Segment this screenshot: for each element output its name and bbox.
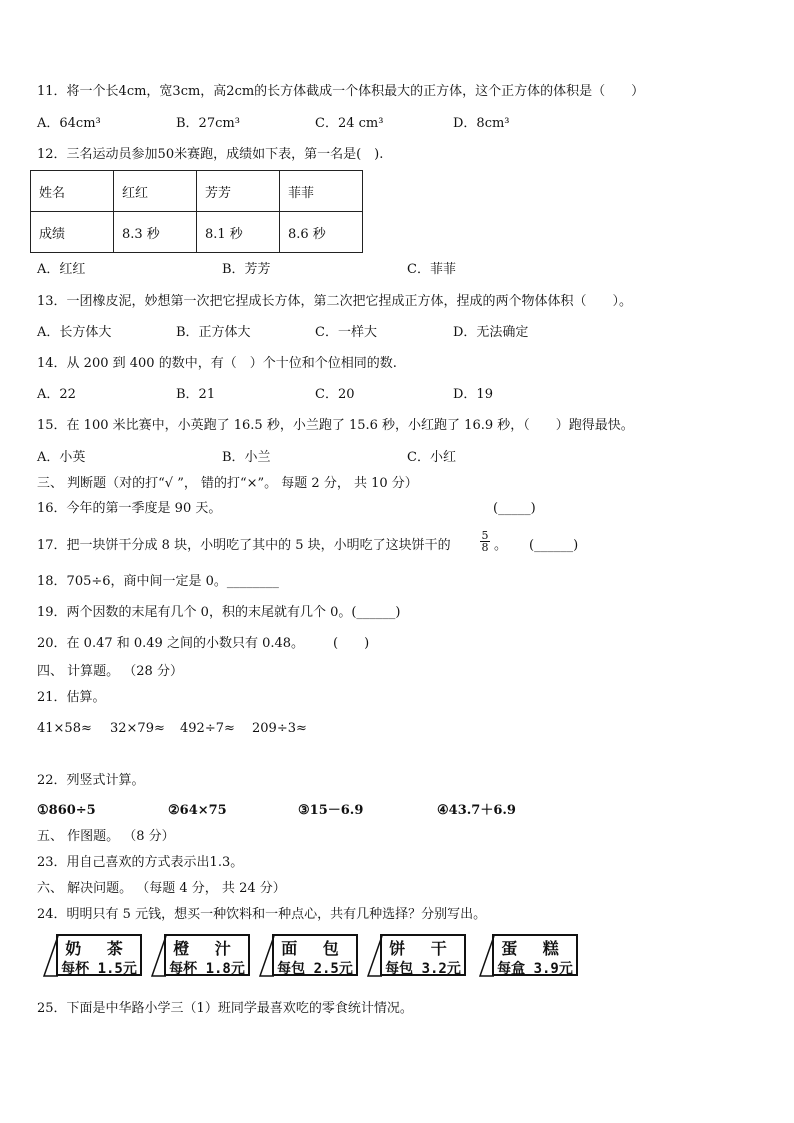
table-cell: 芳芳	[197, 171, 280, 212]
tag-item-name: 饼 干	[389, 939, 457, 958]
q14-text: 14．从 200 到 400 的数中，有（ ）个十位和个位相同的数.	[37, 356, 397, 371]
section-4-heading: 四、 计算题。 （28 分）	[37, 664, 183, 679]
q22-item: ④43.7＋6.9	[437, 803, 516, 818]
q21-item: 32×79≈	[110, 721, 165, 736]
table-cell: 8.6 秒	[280, 212, 363, 253]
q17-period: 。	[494, 538, 508, 553]
q21-item: 209÷3≈	[252, 721, 307, 736]
section-5-heading: 五、 作图题。 （8 分）	[37, 829, 175, 844]
q15-text: 15．在 100 米比赛中，小英跑了 16.5 秒，小兰跑了 15.6 秒，小红跑了 16.9 秒，（ ）跑得最快。	[37, 418, 634, 433]
q12-option-b: B．芳芳	[222, 262, 271, 277]
q12-text: 12．三名运动员参加50米赛跑，成绩如下表，第一名是( ).	[37, 147, 384, 162]
price-tag-milk-tea	[42, 934, 146, 979]
table-cell: 姓名	[31, 171, 114, 212]
q20-text: 20．在 0.47 和 0.49 之间的小数只有 0.48。	[37, 636, 305, 651]
q11-option-d: D．8cm³	[453, 116, 510, 131]
q22-text: 22．列竖式计算。	[37, 773, 145, 788]
q13-option-c: C．一样大	[315, 325, 377, 340]
q23-text: 23．用自己喜欢的方式表示出1.3。	[37, 855, 244, 870]
q16-blank: (_____)	[493, 501, 536, 516]
q11-option-a: A．64cm³	[37, 116, 101, 131]
tag-item-price: 每包 3.2元	[385, 961, 461, 977]
tag-item-price: 每杯 1.5元	[61, 961, 137, 977]
q20-blank: ( )	[333, 636, 370, 651]
tag-item-name: 蛋 糕	[501, 939, 569, 958]
q22-item: ③15－6.9	[298, 803, 364, 818]
tag-item-price: 每包 2.5元	[277, 961, 353, 977]
table-cell: 8.1 秒	[197, 212, 280, 253]
q24-text: 24．明明只有 5 元钱，想买一种饮料和一种点心，共有几种选择？分别写出。	[37, 907, 487, 922]
table-row	[31, 212, 363, 253]
q17-fraction	[480, 530, 490, 553]
price-tag-bread	[258, 934, 362, 979]
tag-item-price: 每杯 1.8元	[169, 961, 245, 977]
q22-item: ①860÷5	[37, 803, 96, 818]
q15-option-b: B．小兰	[222, 450, 271, 465]
q25-text: 25．下面是中华路小学三（1）班同学最喜欢吃的零食统计情况。	[37, 1001, 413, 1016]
q11-option-b: B．27cm³	[176, 116, 240, 131]
q16-text: 16．今年的第一季度是 90 天。	[37, 501, 222, 516]
table-cell: 红红	[114, 171, 197, 212]
q14-option-a: A．22	[37, 387, 76, 402]
q12-option-a: A．红红	[37, 262, 86, 277]
price-tag-cake	[478, 934, 582, 979]
tag-item-name: 奶 茶	[65, 939, 133, 958]
fraction-denominator: 8	[481, 541, 489, 554]
q11-option-c: C．24 cm³	[315, 116, 384, 131]
table-cell: 成绩	[31, 212, 114, 253]
q14-option-d: D．19	[453, 387, 493, 402]
q19-text: 19．两个因数的末尾有几个 0，积的末尾就有几个 0。(______)	[37, 605, 401, 620]
section-3-heading: 三、 判断题（对的打“√ ”， 错的打“×”。 每题 2 分， 共 10 分）	[37, 476, 418, 491]
q13-text: 13．一团橡皮泥，妙想第一次把它捏成长方体，第二次把它捏成正方体，捏成的两个物体体积（ ）。	[37, 294, 633, 309]
q13-option-a: A．长方体大	[37, 325, 112, 340]
q15-option-a: A．小英	[37, 450, 86, 465]
q13-option-b: B．正方体大	[176, 325, 251, 340]
q22-item: ②64×75	[168, 803, 227, 818]
q12-option-c: C．菲菲	[407, 262, 456, 277]
q21-item: 492÷7≈	[180, 721, 235, 736]
q17-text: 17．把一块饼干分成 8 块，小明吃了其中的 5 块，小明吃了这块饼干的	[37, 538, 451, 553]
q14-option-b: B．21	[176, 387, 216, 402]
section-6-heading: 六、 解决问题。 （每题 4 分， 共 24 分）	[37, 881, 286, 896]
q21-item: 41×58≈	[37, 721, 92, 736]
price-tag-orange-juice	[150, 934, 254, 979]
table-row	[31, 171, 363, 212]
price-tag-biscuit	[366, 934, 470, 979]
q15-option-c: C．小红	[407, 450, 456, 465]
q21-text: 21．估算。	[37, 690, 106, 705]
score-table	[30, 170, 363, 253]
q14-option-c: C．20	[315, 387, 355, 402]
tag-item-name: 橙 汁	[173, 939, 241, 958]
q18-text: 18．705÷6，商中间一定是 0。________	[37, 574, 279, 589]
q13-option-d: D．无法确定	[453, 325, 529, 340]
q17-blank: (______)	[529, 538, 579, 553]
table-cell: 菲菲	[280, 171, 363, 212]
tag-item-name: 面 包	[281, 939, 349, 958]
tag-item-price: 每盒 3.9元	[497, 961, 573, 977]
table-cell: 8.3 秒	[114, 212, 197, 253]
fraction-numerator: 5	[481, 529, 489, 542]
q11-text: 11．将一个长4cm，宽3cm，高2cm的长方体截成一个体积最大的正方体，这个正方体的体积是（ ）	[37, 84, 645, 99]
